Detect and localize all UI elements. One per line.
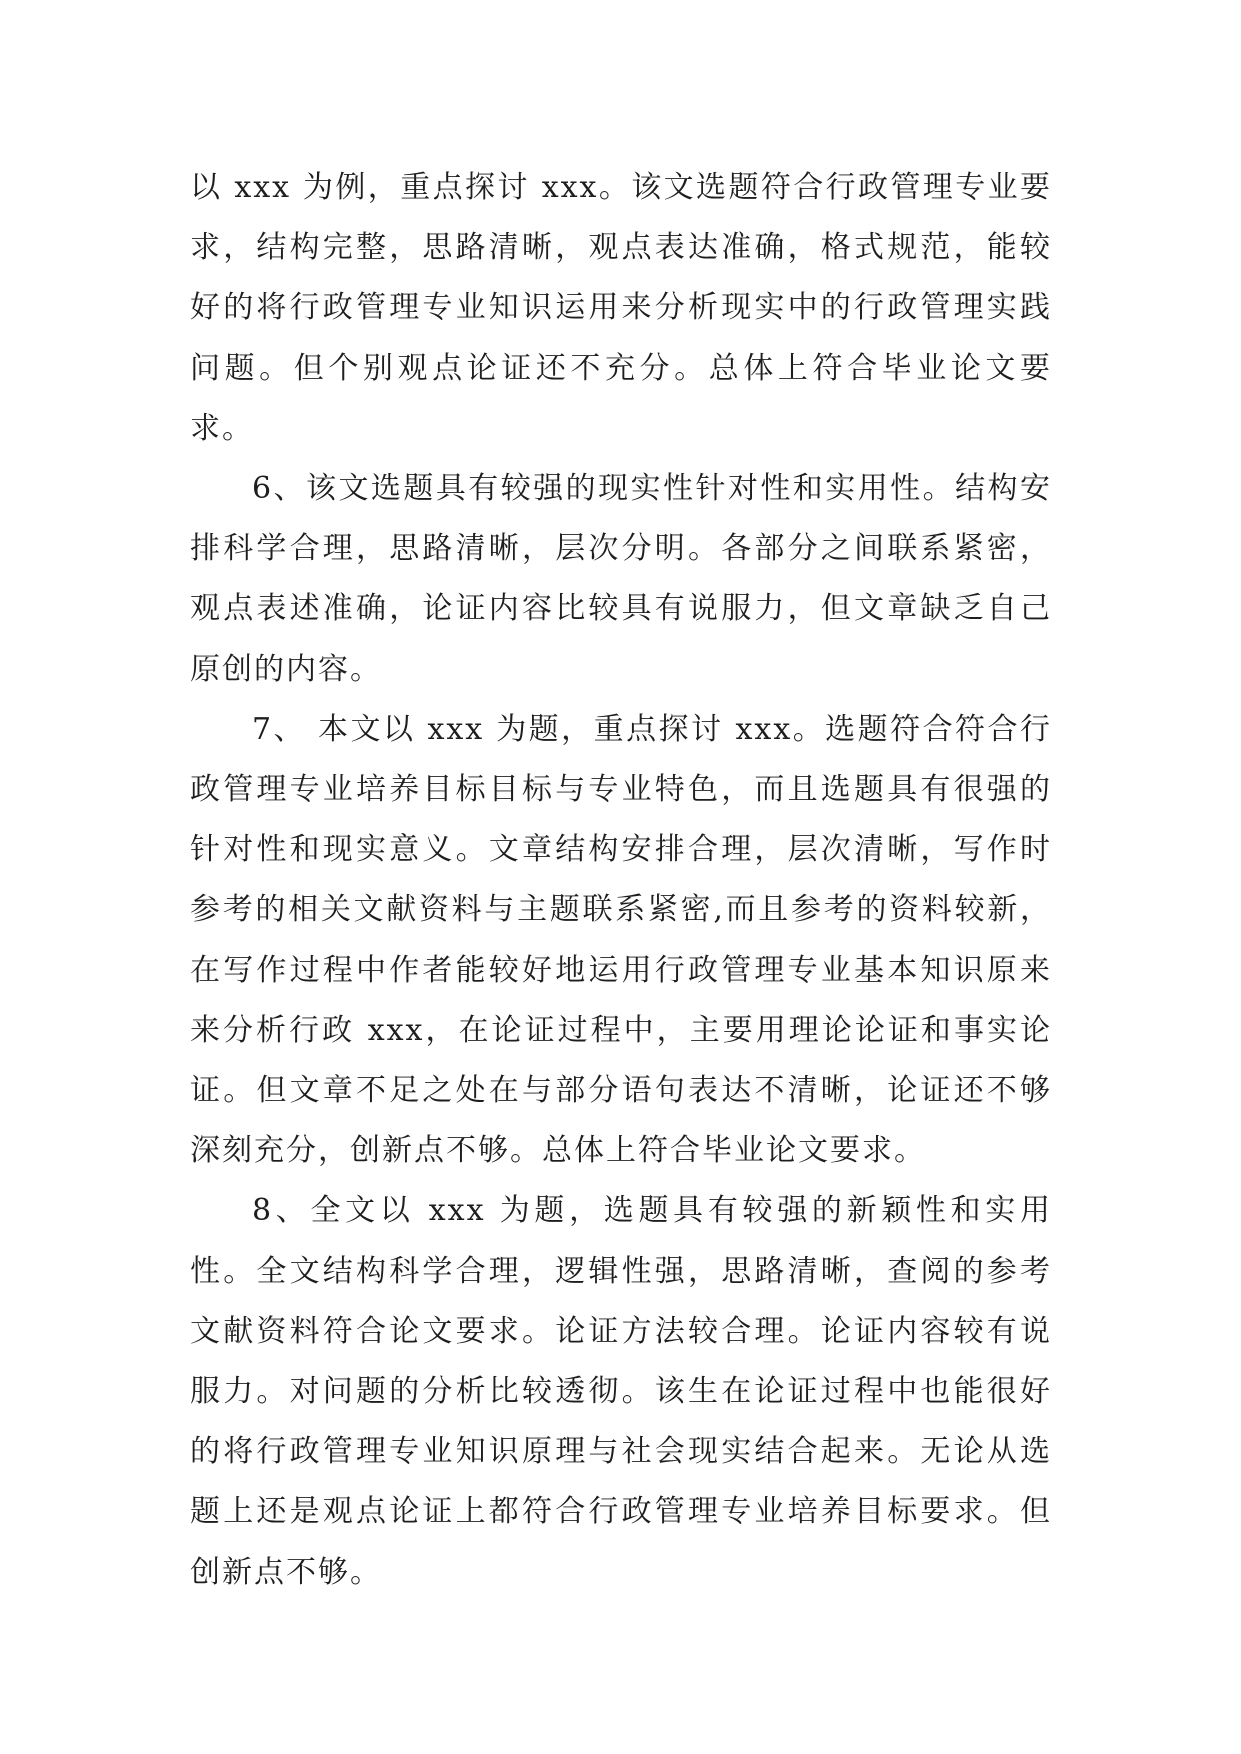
paragraph-continued-evaluation: 以 xxx 为例，重点探讨 xxx。该文选题符合行政管理专业要求，结构完整，思路清晰，观点表达准确，格式规范，能较好的将行政管理专业知识运用来分析现实中的行政管理实践问题。但个别观点论证还不充分。总体上符合毕业论文要求。 [190,170,1052,446]
paragraph-evaluation-6: 6、该文选题具有较强的现实性针对性和实用性。结构安排科学合理，思路清晰，层次分明。各部分之间联系紧密，观点表述准确，论证内容比较具有说服力，但文章缺乏自己原创的内容。 [190,471,1052,687]
document-body [190,158,1052,1603]
paragraph-evaluation-7: 7、 本文以 xxx 为题，重点探讨 xxx。选题符合符合行政管理专业培养目标目标与专业特色，而且选题具有很强的针对性和现实意义。文章结构安排合理，层次清晰，写作时参考的相关文献资料与主题联系紧密,而且参考的资料较新，在写作过程中作者能较好地运用行政管理专业基本知识原来来分析行政 xxx，在论证过程中，主要用理论论证和事实论证。但文章不足之处在与部分语句表达不清晰，论证还不够深刻充分，创新点不够。总体上符合毕业论文要求。 [190,711,1052,1169]
paragraph-evaluation-8: 8、全文以 xxx 为题，选题具有较强的新颖性和实用性。全文结构科学合理，逻辑性强，思路清晰，查阅的参考文献资料符合论文要求。论证方法较合理。论证内容较有说服力。对问题的分析比较透彻。该生在论证过程中也能很好的将行政管理专业知识原理与社会现实结合起来。无论从选题上还是观点论证上都符合行政管理专业培养目标要求。但创新点不够。 [190,1193,1052,1590]
